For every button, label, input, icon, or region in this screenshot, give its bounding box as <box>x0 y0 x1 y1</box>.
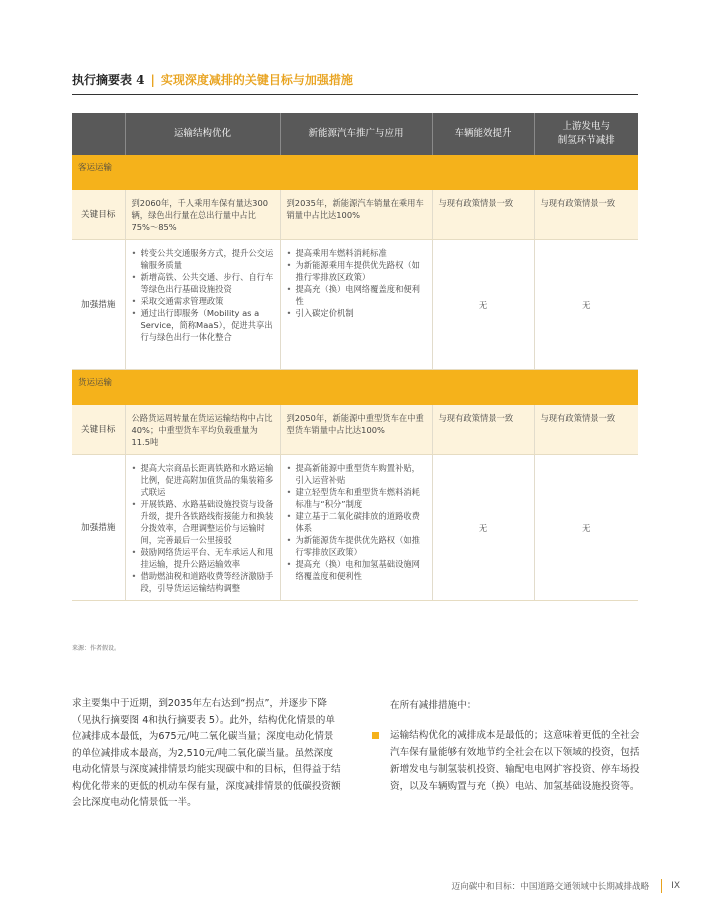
measure-list <box>132 247 274 343</box>
paragraph-text: 求主要集中于近期，到2035年左右达到“拐点”，并逐步下降（见执行摘要图 4和执行摘要表 5）。此外，结构优化情景的单位减排成本最低，为675元/吨二氧化碳当量；深度电动化情景的单位减排成本最高，为2,510元/吨二氧化碳当量。虽然深度电动化情景与深度减排情景均能实现碳中和的目标，但得益于结构优化带来的更低的机动车保有量，深度减排情景的低碳投资额会比深度电动化情景低一半。 <box>72 698 341 808</box>
table-cell: 到2060年，千人乘用车保有量达300辆，绿色出行量在总出行量中占比75%～85% <box>125 190 280 240</box>
section-row-freight <box>72 370 638 406</box>
column-header-nev: 新能源汽车推广与应用 <box>280 113 432 155</box>
list-item: • 通过出行即服务（Mobility as a Service，简称MaaS），促进共享出行与绿色出行一体化整合 <box>132 307 274 343</box>
bullet-text: 运输结构优化的减排成本是最低的；这意味着更低的全社会汽车保有量能够有效地节约全社会在以下领域的投资，包括新增发电与制氢装机投资、输配电电网扩容投资、停车场投资，以及车辆购置与充（换）电站、加氢基础设施投资等。 <box>390 730 640 792</box>
table-row <box>72 240 638 370</box>
table-cell: 到2050年，新能源中重型货车在中重型货车销量中占比达100% <box>280 405 432 455</box>
table-cell: 与现有政策情景一致 <box>432 190 534 240</box>
measures-table <box>72 113 638 601</box>
list-item: • 提高充（换）电网络覆盖度和便利性 <box>287 283 426 307</box>
list-item: • 新增高铁、公共交通、步行、自行车等绿色出行基础设施投资 <box>132 271 274 295</box>
column-header-row <box>72 113 638 155</box>
list-item: • 借助燃油税和道路收费等经济激励手段，引导货运运输结构调整 <box>132 570 274 594</box>
list-item: • 采取交通需求管理政策 <box>132 295 274 307</box>
section-row-passenger <box>72 155 638 190</box>
list-item: • 建立轻型货车和重型货车燃料消耗标准与“积分”制度 <box>287 486 426 510</box>
row-label: 关键目标 <box>72 405 125 455</box>
measure-list <box>287 247 426 319</box>
section-label: 货运运输 <box>72 370 638 406</box>
table-row <box>72 455 638 601</box>
table-row <box>72 190 638 240</box>
column-header-blank <box>72 113 125 155</box>
table-cell <box>125 455 280 601</box>
measure-list <box>132 462 274 594</box>
table-cell <box>280 455 432 601</box>
column-header-upstream: 上游发电与 制氢环节减排 <box>534 113 638 155</box>
column-header-structure: 运输结构优化 <box>125 113 280 155</box>
list-item: • 提高大宗商品长距离铁路和水路运输比例，促进高附加值货品的集装箱多式联运 <box>132 462 274 498</box>
column-header-efficiency: 车辆能效提升 <box>432 113 534 155</box>
table-cell: 与现有政策情景一致 <box>432 405 534 455</box>
table-number: 执行摘要表 4 <box>72 73 145 87</box>
list-item: • 为新能源货车提供优先路权（如推行零排放区政策） <box>287 534 426 558</box>
page-number: IX <box>671 881 680 891</box>
square-bullet-icon <box>372 732 379 739</box>
row-label: 加强措施 <box>72 240 125 370</box>
table-cell: 公路货运周转量在货运运输结构中占比40%；中重型货车平均负载重量为11.5吨 <box>125 405 280 455</box>
row-label: 加强措施 <box>72 455 125 601</box>
table-cell: 无 <box>432 240 534 370</box>
measure-list <box>287 462 426 582</box>
table-cell: 到2035年，新能源汽车销量在乘用车销量中占比达100% <box>280 190 432 240</box>
table-title: 实现深度减排的关键目标与加强措施 <box>160 73 353 87</box>
table-cell: 无 <box>432 455 534 601</box>
list-item: • 提高充（换）电和加氢基础设施网络覆盖度和便利性 <box>287 558 426 582</box>
list-item: • 建立基于二氧化碳排放的道路收费体系 <box>287 510 426 534</box>
section-label: 客运运输 <box>72 155 638 190</box>
header-rule <box>72 94 638 95</box>
list-item: • 提高新能源中重型货车购置补贴，引入运营补贴 <box>287 462 426 486</box>
table-cell: 与现有政策情景一致 <box>534 190 638 240</box>
table-row <box>72 405 638 455</box>
list-item: • 鼓励网络货运平台、无车承运人和甩挂运输，提升公路运输效率 <box>132 546 274 570</box>
list-item: • 开展铁路、水路基础设施投资与设备升级，提升各铁路线衔接能力和换装分拨效率，合理调整运价与运输时间，完善最后一公里接驳 <box>132 498 274 546</box>
source-note: 来源：作者假设。 <box>72 645 121 652</box>
table-cell: 无 <box>534 240 638 370</box>
footer-title: 迈向碳中和目标：中国道路交通领域中长期减排战略 <box>451 882 650 892</box>
table-header <box>72 71 638 88</box>
table-cell <box>280 240 432 370</box>
list-item: • 提高乘用车燃料消耗标准 <box>287 247 426 259</box>
table-cell: 与现有政策情景一致 <box>534 405 638 455</box>
table-cell <box>125 240 280 370</box>
list-item: • 转变公共交通服务方式，提升公交运输服务质量 <box>132 247 274 271</box>
bullet-item <box>372 727 642 795</box>
page-footer <box>452 879 681 893</box>
list-item: • 引入碳定价机制 <box>287 307 426 319</box>
body-paragraph <box>72 696 342 812</box>
footer-divider <box>661 879 662 893</box>
header-separator: | <box>150 72 155 87</box>
table-cell: 无 <box>534 455 638 601</box>
list-item: • 为新能源乘用车提供优先路权（如推行零排放区政策） <box>287 259 426 283</box>
right-intro: 在所有减排措施中： <box>390 700 477 711</box>
row-label: 关键目标 <box>72 190 125 240</box>
